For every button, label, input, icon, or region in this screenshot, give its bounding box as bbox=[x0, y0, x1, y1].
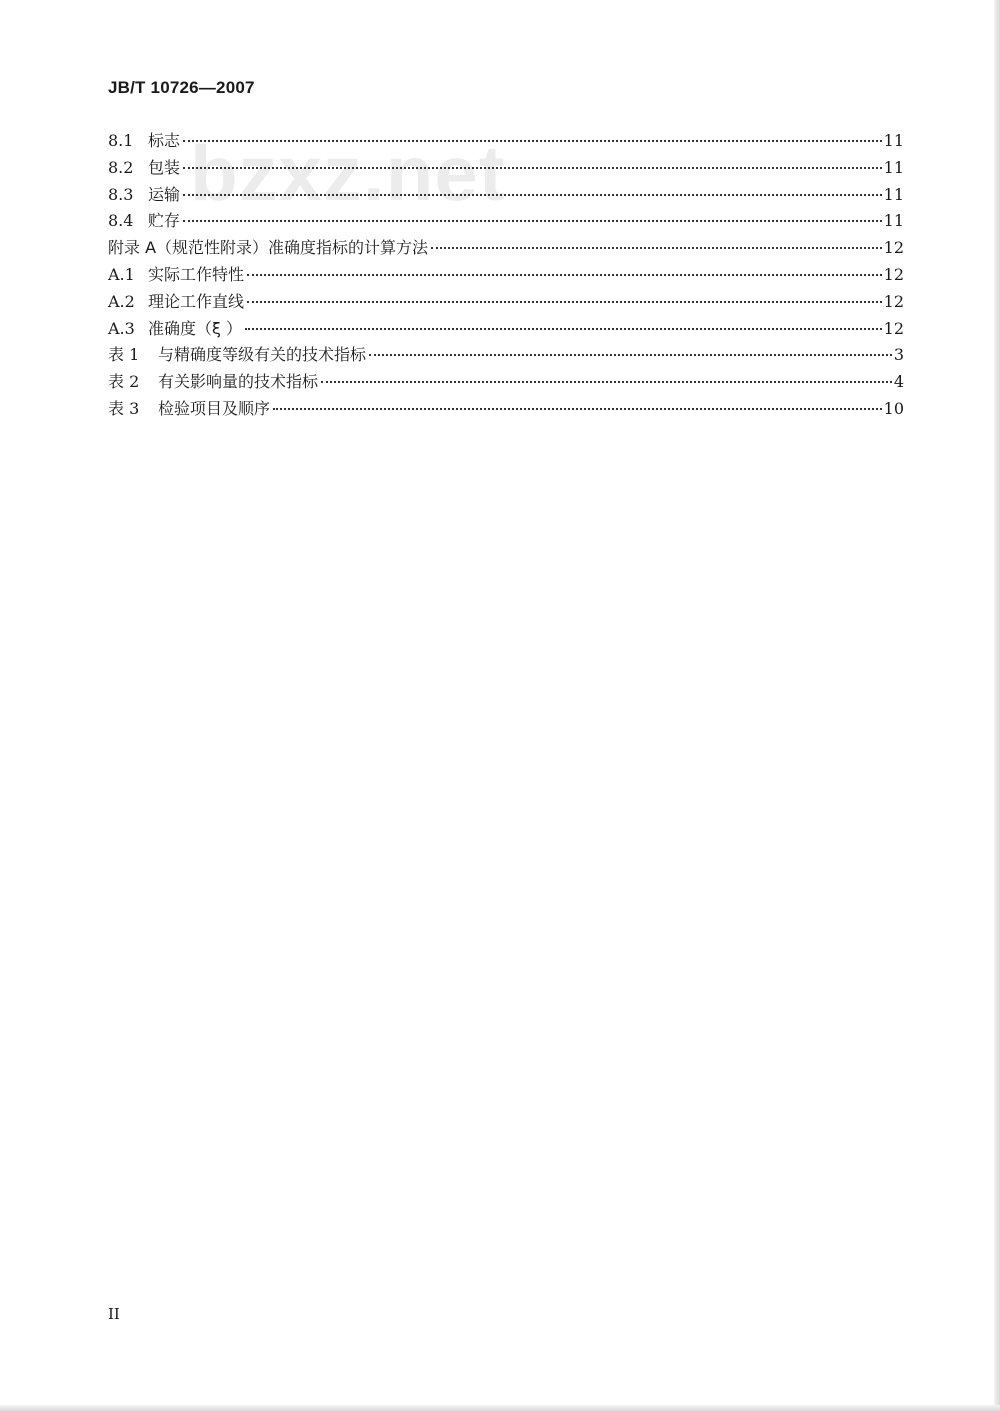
table-of-contents bbox=[108, 128, 904, 423]
dot-leader bbox=[431, 247, 882, 249]
dot-leader bbox=[245, 328, 882, 330]
toc-entry-table-1[interactable] bbox=[108, 342, 904, 369]
toc-entry-number: 表 2 bbox=[108, 372, 140, 392]
dot-leader bbox=[183, 194, 882, 196]
toc-entry-number: A.2 bbox=[108, 291, 135, 311]
page-edge-bottom bbox=[0, 1405, 1000, 1411]
toc-entry-page: 11 bbox=[883, 184, 904, 204]
toc-entry-number: 8.3 bbox=[108, 184, 134, 204]
toc-entry-8-2[interactable] bbox=[108, 155, 904, 182]
dot-leader bbox=[183, 220, 882, 222]
watermark: bzxz.net bbox=[190, 129, 506, 217]
toc-entry-page: 12 bbox=[883, 238, 904, 258]
toc-entry-number: 8.2 bbox=[108, 157, 134, 177]
toc-entry-page: 11 bbox=[883, 157, 904, 177]
toc-entry-number: 表 1 bbox=[108, 345, 140, 365]
toc-entry-page: 3 bbox=[893, 345, 904, 365]
toc-entry-title: 检验项目及顺序 bbox=[158, 398, 271, 418]
toc-entry-title: 标志 bbox=[148, 131, 181, 150]
toc-entry-page: 4 bbox=[893, 372, 904, 392]
toc-entry-page: 11 bbox=[883, 131, 904, 150]
toc-entry-a-1[interactable] bbox=[108, 262, 904, 289]
toc-entry-page: 12 bbox=[883, 318, 904, 338]
toc-entry-title: 贮存 bbox=[148, 211, 181, 231]
toc-entry-number: 表 3 bbox=[108, 398, 140, 418]
toc-entry-title: 附录 A（规范性附录）准确度指标的计算方法 bbox=[108, 238, 429, 258]
toc-entry-page: 12 bbox=[883, 264, 904, 284]
toc-entry-title: 准确度（ξ ） bbox=[148, 318, 243, 338]
toc-entry-title: 理论工作直线 bbox=[148, 291, 245, 311]
toc-entry-page: 12 bbox=[883, 291, 904, 311]
toc-entry-a-3[interactable] bbox=[108, 316, 904, 343]
toc-entry-table-2[interactable] bbox=[108, 369, 904, 396]
dot-leader bbox=[273, 408, 882, 410]
toc-entry-title: 实际工作特性 bbox=[148, 264, 245, 284]
dot-leader bbox=[321, 381, 892, 383]
toc-entry-number: A.3 bbox=[108, 318, 135, 338]
toc-entry-8-3[interactable] bbox=[108, 182, 904, 209]
dot-leader bbox=[369, 354, 892, 356]
toc-entry-title: 与精确度等级有关的技术指标 bbox=[158, 345, 367, 365]
dot-leader bbox=[183, 167, 882, 169]
toc-entry-number: 8.1 bbox=[108, 131, 134, 150]
toc-entry-appendix-a[interactable] bbox=[108, 235, 904, 262]
document-header: JB/T 10726—2007 bbox=[108, 78, 255, 97]
page-edge-right bbox=[994, 0, 1000, 1411]
dot-leader bbox=[183, 140, 882, 142]
toc-entry-title: 运输 bbox=[148, 184, 181, 204]
toc-entry-page: 10 bbox=[883, 398, 904, 418]
toc-entry-8-4[interactable] bbox=[108, 208, 904, 235]
toc-entry-page: 11 bbox=[883, 211, 904, 231]
page-number: II bbox=[108, 1305, 120, 1323]
toc-entry-table-3[interactable] bbox=[108, 396, 904, 423]
dot-leader bbox=[247, 274, 882, 276]
toc-entry-number: 8.4 bbox=[108, 211, 134, 231]
toc-entry-title: 包装 bbox=[148, 157, 181, 177]
toc-entry-8-1[interactable] bbox=[108, 128, 904, 155]
dot-leader bbox=[247, 301, 882, 303]
toc-entry-a-2[interactable] bbox=[108, 289, 904, 316]
toc-entry-title: 有关影响量的技术指标 bbox=[158, 372, 319, 392]
toc-entry-number: A.1 bbox=[108, 264, 135, 284]
